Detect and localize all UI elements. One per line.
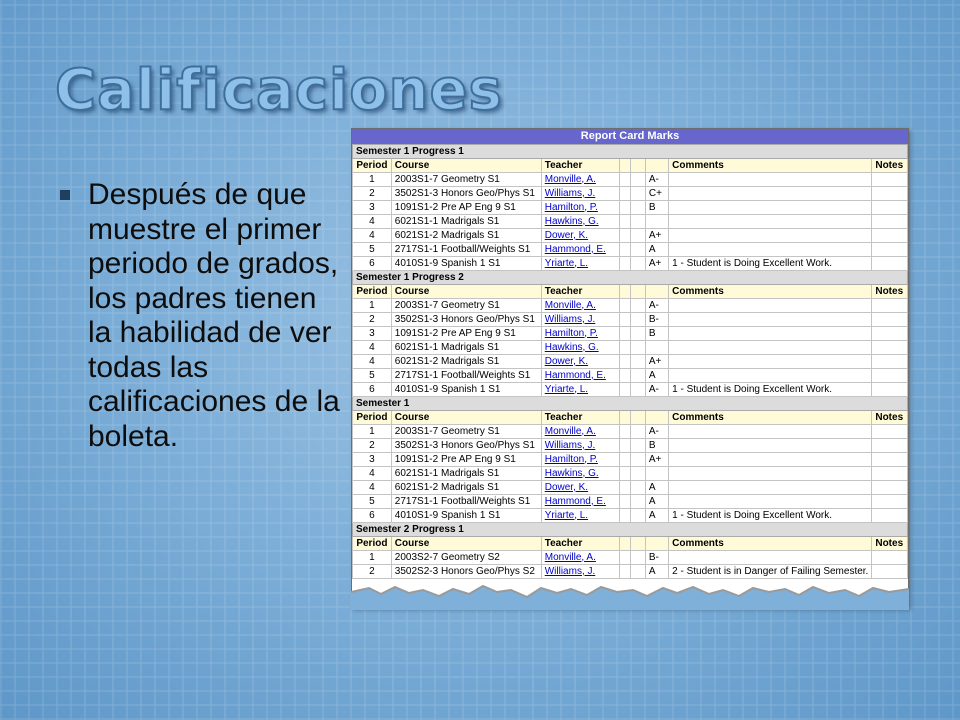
- notes-cell: [872, 439, 908, 453]
- notes-cell: [872, 243, 908, 257]
- notes-cell: [872, 509, 908, 523]
- teacher-link[interactable]: Monville, A.: [544, 299, 596, 311]
- blank-cell: [630, 565, 645, 579]
- bullet-item: [60, 178, 345, 454]
- report-card-table: [352, 144, 908, 579]
- column-header: [645, 411, 668, 425]
- blank-cell: [630, 453, 645, 467]
- teacher-link[interactable]: Monville, A.: [544, 173, 596, 185]
- course-cell: 3502S1-3 Honors Geo/Phys S1: [391, 439, 541, 453]
- period-cell: 2: [353, 187, 392, 201]
- comment-cell: [669, 299, 872, 313]
- mark-cell: A-: [645, 425, 668, 439]
- teacher-link[interactable]: Dower, K.: [544, 481, 589, 493]
- teacher-link[interactable]: Yriarte, L.: [544, 383, 589, 395]
- blank-cell: [630, 369, 645, 383]
- teacher-cell: [541, 495, 619, 509]
- blank-cell: [630, 467, 645, 481]
- column-header: [630, 285, 645, 299]
- teacher-link[interactable]: Monville, A.: [544, 425, 596, 437]
- comment-cell: [669, 173, 872, 187]
- notes-cell: [872, 215, 908, 229]
- period-cell: 1: [353, 551, 392, 565]
- blank-cell: [619, 369, 630, 383]
- teacher-link[interactable]: Dower, K.: [544, 355, 589, 367]
- column-header: Period: [353, 159, 392, 173]
- notes-cell: [872, 257, 908, 271]
- mark-cell: [645, 341, 668, 355]
- blank-cell: [619, 467, 630, 481]
- blank-cell: [630, 495, 645, 509]
- teacher-cell: [541, 257, 619, 271]
- course-cell: 2003S1-7 Geometry S1: [391, 299, 541, 313]
- column-header: Teacher: [541, 159, 619, 173]
- period-cell: 2: [353, 565, 392, 579]
- period-cell: 5: [353, 369, 392, 383]
- period-cell: 3: [353, 201, 392, 215]
- blank-cell: [630, 425, 645, 439]
- comment-cell: 1 - Student is Doing Excellent Work.: [669, 257, 872, 271]
- report-card-title: Report Card Marks: [352, 129, 908, 144]
- blank-cell: [619, 383, 630, 397]
- column-header: Course: [391, 285, 541, 299]
- course-cell: 6021S1-2 Madrigals S1: [391, 481, 541, 495]
- period-cell: 4: [353, 467, 392, 481]
- column-header: Period: [353, 537, 392, 551]
- mark-cell: A+: [645, 229, 668, 243]
- table-row: [353, 313, 908, 327]
- column-header: Course: [391, 537, 541, 551]
- notes-cell: [872, 453, 908, 467]
- table-row: [353, 453, 908, 467]
- column-header: [645, 537, 668, 551]
- report-card-screenshot: [351, 128, 909, 608]
- column-header: Teacher: [541, 537, 619, 551]
- comment-cell: [669, 439, 872, 453]
- teacher-cell: [541, 187, 619, 201]
- comment-cell: [669, 327, 872, 341]
- section-header-row: [353, 523, 908, 537]
- blank-cell: [619, 481, 630, 495]
- table-row: [353, 355, 908, 369]
- bullet-list: [60, 178, 345, 454]
- blank-cell: [630, 243, 645, 257]
- teacher-link[interactable]: Yriarte, L.: [544, 509, 589, 521]
- column-header: [630, 411, 645, 425]
- comment-cell: [669, 355, 872, 369]
- column-header-row: [353, 159, 908, 173]
- table-row: [353, 201, 908, 215]
- teacher-cell: [541, 341, 619, 355]
- blank-cell: [630, 257, 645, 271]
- notes-cell: [872, 299, 908, 313]
- table-row: [353, 383, 908, 397]
- teacher-link[interactable]: Williams, J.: [544, 565, 596, 577]
- column-header: Teacher: [541, 285, 619, 299]
- comment-cell: 1 - Student is Doing Excellent Work.: [669, 509, 872, 523]
- teacher-link[interactable]: Yriarte, L.: [544, 257, 589, 269]
- course-cell: 2717S1-1 Football/Weights S1: [391, 369, 541, 383]
- column-header: [619, 411, 630, 425]
- column-header: Course: [391, 159, 541, 173]
- course-cell: 3502S1-3 Honors Geo/Phys S1: [391, 187, 541, 201]
- column-header: [619, 159, 630, 173]
- mark-cell: B-: [645, 313, 668, 327]
- table-row: [353, 187, 908, 201]
- course-cell: 4010S1-9 Spanish 1 S1: [391, 257, 541, 271]
- teacher-cell: [541, 229, 619, 243]
- blank-cell: [630, 355, 645, 369]
- blank-cell: [630, 509, 645, 523]
- period-cell: 4: [353, 215, 392, 229]
- blank-cell: [619, 495, 630, 509]
- teacher-link[interactable]: Hammond, E.: [544, 243, 606, 255]
- course-cell: 6021S1-1 Madrigals S1: [391, 467, 541, 481]
- blank-cell: [619, 215, 630, 229]
- notes-cell: [872, 495, 908, 509]
- notes-cell: [872, 383, 908, 397]
- course-cell: 4010S1-9 Spanish 1 S1: [391, 509, 541, 523]
- course-cell: 2003S2-7 Geometry S2: [391, 551, 541, 565]
- blank-cell: [619, 355, 630, 369]
- comment-cell: [669, 495, 872, 509]
- blank-cell: [619, 173, 630, 187]
- section-header-row: [353, 271, 908, 285]
- teacher-cell: [541, 355, 619, 369]
- teacher-cell: [541, 551, 619, 565]
- section-name: Semester 1 Progress 2: [353, 271, 908, 285]
- notes-cell: [872, 355, 908, 369]
- teacher-link[interactable]: Hawkins, G.: [544, 215, 599, 227]
- teacher-cell: [541, 201, 619, 215]
- teacher-link[interactable]: Hamilton, P.: [544, 453, 598, 465]
- comment-cell: [669, 341, 872, 355]
- table-row: [353, 495, 908, 509]
- table-row: [353, 299, 908, 313]
- notes-cell: [872, 425, 908, 439]
- blank-cell: [619, 453, 630, 467]
- table-row: [353, 173, 908, 187]
- blank-cell: [619, 313, 630, 327]
- teacher-cell: [541, 565, 619, 579]
- comment-cell: [669, 481, 872, 495]
- comment-cell: [669, 243, 872, 257]
- column-header: Comments: [669, 537, 872, 551]
- notes-cell: [872, 327, 908, 341]
- comment-cell: [669, 201, 872, 215]
- blank-cell: [619, 565, 630, 579]
- column-header: [630, 537, 645, 551]
- course-cell: 2003S1-7 Geometry S1: [391, 425, 541, 439]
- teacher-cell: [541, 509, 619, 523]
- table-row: [353, 341, 908, 355]
- blank-cell: [630, 229, 645, 243]
- column-header: Notes: [872, 537, 908, 551]
- column-header-row: [353, 537, 908, 551]
- teacher-link[interactable]: Williams, J.: [544, 187, 596, 199]
- mark-cell: [645, 215, 668, 229]
- teacher-link[interactable]: Hamilton, P.: [544, 201, 598, 213]
- course-cell: 1091S1-2 Pre AP Eng 9 S1: [391, 327, 541, 341]
- column-header: Comments: [669, 411, 872, 425]
- notes-cell: [872, 173, 908, 187]
- blank-cell: [619, 509, 630, 523]
- comment-cell: [669, 313, 872, 327]
- period-cell: 2: [353, 439, 392, 453]
- notes-cell: [872, 369, 908, 383]
- teacher-link[interactable]: Hammond, E.: [544, 495, 606, 507]
- table-row: [353, 327, 908, 341]
- table-row: [353, 369, 908, 383]
- mark-cell: B: [645, 201, 668, 215]
- course-cell: 2717S1-1 Football/Weights S1: [391, 495, 541, 509]
- blank-cell: [630, 173, 645, 187]
- comment-cell: [669, 369, 872, 383]
- teacher-cell: [541, 467, 619, 481]
- notes-cell: [872, 481, 908, 495]
- course-cell: 6021S1-2 Madrigals S1: [391, 355, 541, 369]
- teacher-cell: [541, 453, 619, 467]
- notes-cell: [872, 313, 908, 327]
- teacher-cell: [541, 439, 619, 453]
- period-cell: 6: [353, 509, 392, 523]
- table-row: [353, 565, 908, 579]
- mark-cell: A+: [645, 355, 668, 369]
- notes-cell: [872, 551, 908, 565]
- square-bullet-icon: [60, 190, 70, 200]
- mark-cell: B-: [645, 551, 668, 565]
- period-cell: 4: [353, 355, 392, 369]
- period-cell: 5: [353, 243, 392, 257]
- blank-cell: [630, 215, 645, 229]
- course-cell: 6021S1-2 Madrigals S1: [391, 229, 541, 243]
- period-cell: 3: [353, 327, 392, 341]
- mark-cell: A: [645, 495, 668, 509]
- blank-cell: [630, 313, 645, 327]
- notes-cell: [872, 341, 908, 355]
- comment-cell: [669, 187, 872, 201]
- blank-cell: [630, 481, 645, 495]
- section-name: Semester 1: [353, 397, 908, 411]
- teacher-cell: [541, 327, 619, 341]
- column-header: [619, 537, 630, 551]
- column-header: [645, 159, 668, 173]
- column-header: Comments: [669, 285, 872, 299]
- mark-cell: A-: [645, 383, 668, 397]
- column-header: Period: [353, 285, 392, 299]
- table-row: [353, 229, 908, 243]
- comment-cell: [669, 453, 872, 467]
- comment-cell: 1 - Student is Doing Excellent Work.: [669, 383, 872, 397]
- comment-cell: [669, 467, 872, 481]
- period-cell: 4: [353, 341, 392, 355]
- notes-cell: [872, 565, 908, 579]
- course-cell: 2717S1-1 Football/Weights S1: [391, 243, 541, 257]
- teacher-link[interactable]: Hawkins, G.: [544, 467, 599, 479]
- teacher-cell: [541, 173, 619, 187]
- teacher-link[interactable]: Hawkins, G.: [544, 341, 599, 353]
- mark-cell: A-: [645, 299, 668, 313]
- blank-cell: [619, 243, 630, 257]
- bullet-text: Después de que muestre el primer periodo de grados, los padres tienen la habilidad de ver todas las calificaciones de la boleta.: [88, 178, 340, 453]
- course-cell: 2003S1-7 Geometry S1: [391, 173, 541, 187]
- comment-cell: 2 - Student is in Danger of Failing Semester.: [669, 565, 872, 579]
- column-header: Comments: [669, 159, 872, 173]
- teacher-link[interactable]: Hammond, E.: [544, 369, 606, 381]
- mark-cell: A: [645, 481, 668, 495]
- table-row: [353, 425, 908, 439]
- column-header: Notes: [872, 285, 908, 299]
- table-row: [353, 509, 908, 523]
- teacher-link[interactable]: Williams, J.: [544, 439, 596, 451]
- blank-cell: [630, 201, 645, 215]
- blank-cell: [619, 551, 630, 565]
- column-header: Teacher: [541, 411, 619, 425]
- blank-cell: [619, 327, 630, 341]
- column-header-row: [353, 285, 908, 299]
- blank-cell: [619, 201, 630, 215]
- mark-cell: B: [645, 439, 668, 453]
- blank-cell: [630, 327, 645, 341]
- course-cell: 3502S1-3 Honors Geo/Phys S1: [391, 313, 541, 327]
- teacher-link[interactable]: Williams, J.: [544, 313, 596, 325]
- comment-cell: [669, 551, 872, 565]
- table-row: [353, 243, 908, 257]
- period-cell: 3: [353, 453, 392, 467]
- section-name: Semester 1 Progress 1: [353, 145, 908, 159]
- course-cell: 3502S2-3 Honors Geo/Phys S2: [391, 565, 541, 579]
- comment-cell: [669, 425, 872, 439]
- section-header-row: [353, 145, 908, 159]
- period-cell: 5: [353, 495, 392, 509]
- teacher-cell: [541, 299, 619, 313]
- notes-cell: [872, 229, 908, 243]
- blank-cell: [619, 299, 630, 313]
- mark-cell: A+: [645, 257, 668, 271]
- teacher-link[interactable]: Dower, K.: [544, 229, 589, 241]
- table-row: [353, 215, 908, 229]
- blank-cell: [630, 439, 645, 453]
- period-cell: 6: [353, 257, 392, 271]
- period-cell: 6: [353, 383, 392, 397]
- mark-cell: A: [645, 243, 668, 257]
- column-header: Notes: [872, 159, 908, 173]
- mark-cell: A: [645, 509, 668, 523]
- comment-cell: [669, 215, 872, 229]
- course-cell: 1091S1-2 Pre AP Eng 9 S1: [391, 453, 541, 467]
- teacher-link[interactable]: Monville, A.: [544, 551, 596, 563]
- period-cell: 1: [353, 425, 392, 439]
- mark-cell: A: [645, 565, 668, 579]
- table-row: [353, 439, 908, 453]
- table-row: [353, 467, 908, 481]
- mark-cell: C+: [645, 187, 668, 201]
- blank-cell: [619, 439, 630, 453]
- teacher-cell: [541, 243, 619, 257]
- column-header: Period: [353, 411, 392, 425]
- period-cell: 4: [353, 229, 392, 243]
- period-cell: 1: [353, 173, 392, 187]
- teacher-cell: [541, 215, 619, 229]
- teacher-cell: [541, 425, 619, 439]
- table-row: [353, 481, 908, 495]
- blank-cell: [630, 341, 645, 355]
- section-header-row: [353, 397, 908, 411]
- mark-cell: A: [645, 369, 668, 383]
- comment-cell: [669, 229, 872, 243]
- blank-cell: [630, 187, 645, 201]
- period-cell: 2: [353, 313, 392, 327]
- blank-cell: [619, 257, 630, 271]
- teacher-cell: [541, 481, 619, 495]
- teacher-cell: [541, 383, 619, 397]
- column-header: Course: [391, 411, 541, 425]
- mark-cell: B: [645, 327, 668, 341]
- mark-cell: A+: [645, 453, 668, 467]
- mark-cell: A-: [645, 173, 668, 187]
- column-header-row: [353, 411, 908, 425]
- notes-cell: [872, 187, 908, 201]
- blank-cell: [630, 383, 645, 397]
- period-cell: 1: [353, 299, 392, 313]
- period-cell: 4: [353, 481, 392, 495]
- table-row: [353, 257, 908, 271]
- notes-cell: [872, 467, 908, 481]
- slide-title: Calificaciones: [55, 58, 503, 123]
- column-header: [645, 285, 668, 299]
- notes-cell: [872, 201, 908, 215]
- mark-cell: [645, 467, 668, 481]
- course-cell: 6021S1-1 Madrigals S1: [391, 341, 541, 355]
- column-header: Notes: [872, 411, 908, 425]
- blank-cell: [630, 551, 645, 565]
- blank-cell: [619, 229, 630, 243]
- teacher-cell: [541, 369, 619, 383]
- blank-cell: [619, 187, 630, 201]
- section-name: Semester 2 Progress 1: [353, 523, 908, 537]
- blank-cell: [619, 341, 630, 355]
- blank-cell: [630, 299, 645, 313]
- column-header: [630, 159, 645, 173]
- course-cell: 6021S1-1 Madrigals S1: [391, 215, 541, 229]
- course-cell: 1091S1-2 Pre AP Eng 9 S1: [391, 201, 541, 215]
- course-cell: 4010S1-9 Spanish 1 S1: [391, 383, 541, 397]
- table-row: [353, 551, 908, 565]
- column-header: [619, 285, 630, 299]
- teacher-cell: [541, 313, 619, 327]
- teacher-link[interactable]: Hamilton, P.: [544, 327, 598, 339]
- blank-cell: [619, 425, 630, 439]
